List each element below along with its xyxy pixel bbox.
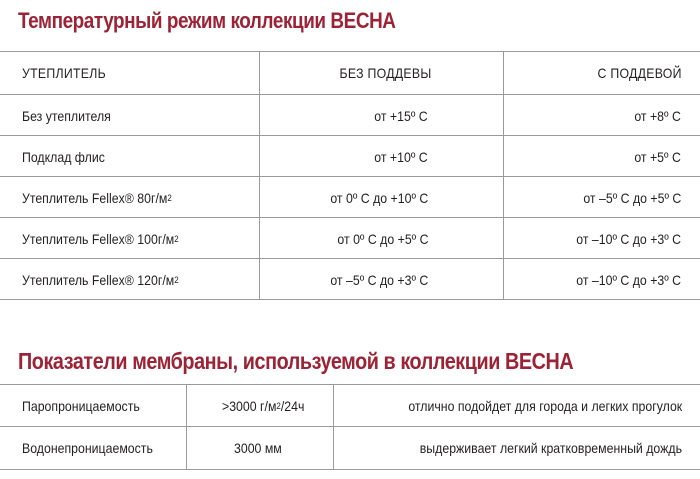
property-name: Водонепроницаемость [22,439,153,456]
insulation-name: Утеплитель Fellex® 100г/м 2 [22,230,179,247]
header-insulation: УТЕПЛИТЕЛЬ [22,64,106,81]
header-with-layer: С ПОДДЕВОЙ [597,64,682,81]
property-note: выдерживает легкий кратковременный дождь [419,439,682,456]
table-row [0,385,700,426]
property-value: >3000 г/м 2 /24ч [222,397,305,414]
property-name: Паропроницаемость [22,397,140,414]
column-divider [333,384,334,470]
column-divider [186,384,187,470]
temp-without-layer: от +15º С [374,107,428,124]
temp-with-layer: от +8º С [634,107,681,124]
temp-with-layer: от –10º С до +3º С [576,230,681,247]
header-without-layer: БЕЗ ПОДДЕВЫ [339,64,432,81]
temp-without-layer: от +10º С [374,148,428,165]
temperature-table-title: Температурный режим коллекции ВЕСНА [18,8,396,33]
property-value: 3000 мм [234,439,282,456]
temp-without-layer: от 0º С до +5º С [336,230,428,247]
insulation-name: Утеплитель Fellex® 120г/м 2 [22,271,179,288]
divider [0,469,700,470]
insulation-name: Подклад флис [22,148,105,165]
insulation-name: Утеплитель Fellex® 80г/м 2 [22,189,172,206]
temp-without-layer: от 0º С до +10º С [330,189,428,206]
temp-with-layer: от +5º С [634,148,681,165]
property-note: отлично подойдет для города и легких прогулок [408,397,682,414]
table-row [0,427,700,468]
insulation-name: Без утеплителя [22,107,111,124]
temp-with-layer: от –10º С до +3º С [576,271,681,288]
temp-without-layer: от –5º С до +3º С [330,271,428,288]
temp-with-layer: от –5º С до +5º С [583,189,681,206]
membrane-table-title: Показатели мембраны, используемой в коллекции ВЕСНА [18,348,574,374]
